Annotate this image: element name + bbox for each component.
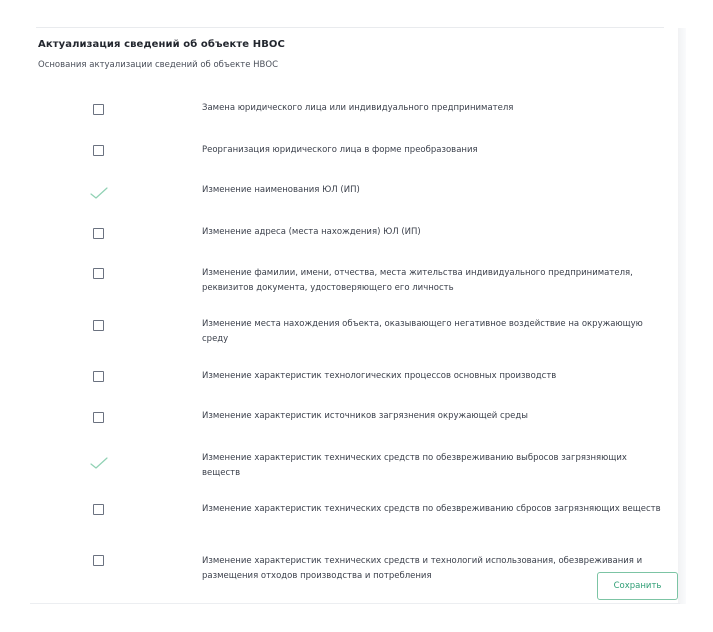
reason-checkbox[interactable] [93, 228, 104, 239]
reason-checkbox[interactable] [93, 371, 104, 382]
reason-label: Изменение характеристик технических средств по обезвреживанию выбросов загрязняющих веществ [202, 453, 627, 478]
reason-label: Изменение фамилии, имени, отчества, места жительства индивидуального предпринимателя, реквизитов документа, удостоверяющего его личность [202, 268, 633, 293]
reason-label: Изменение наименования ЮЛ (ИП) [202, 185, 360, 195]
reason-label: Изменение характеристик источников загрязнения окружающей среды [202, 411, 528, 421]
reason-label: Замена юридического лица или индивидуального предпринимателя [202, 103, 514, 113]
reason-checkbox[interactable] [93, 555, 104, 566]
check-icon[interactable] [89, 185, 109, 199]
reason-label: Изменение характеристик технических средств по обезвреживанию сбросов загрязняющих веществ [202, 504, 661, 514]
check-icon[interactable] [89, 455, 109, 469]
reason-checkbox[interactable] [93, 320, 104, 331]
top-divider [36, 27, 664, 28]
section-subtitle: Основания актуализации сведений об объекте НВОС [38, 60, 279, 70]
reason-label: Изменение характеристик технических средств и технологий использования, обезвреживания и размещения отходов производства и потребления [202, 556, 643, 581]
reason-label: Изменение места нахождения объекта, оказывающего негативное воздействие на окружающую среду [202, 319, 643, 344]
section-title: Актуализация сведений об объекте НВОС [38, 39, 285, 50]
bottom-divider [30, 603, 680, 604]
save-button[interactable]: Сохранить [597, 572, 678, 600]
reason-checkbox[interactable] [93, 268, 104, 279]
reason-label: Изменение адреса (места нахождения) ЮЛ (ИП) [202, 227, 421, 237]
reason-label: Изменение характеристик технологических процессов основных производств [202, 371, 557, 381]
reason-checkbox[interactable] [93, 504, 104, 515]
panel-shadow [678, 28, 686, 604]
reason-checkbox[interactable] [93, 145, 104, 156]
reason-checkbox[interactable] [93, 412, 104, 423]
reason-label: Реорганизация юридического лица в форме преобразования [202, 145, 478, 155]
reason-checkbox[interactable] [93, 104, 104, 115]
